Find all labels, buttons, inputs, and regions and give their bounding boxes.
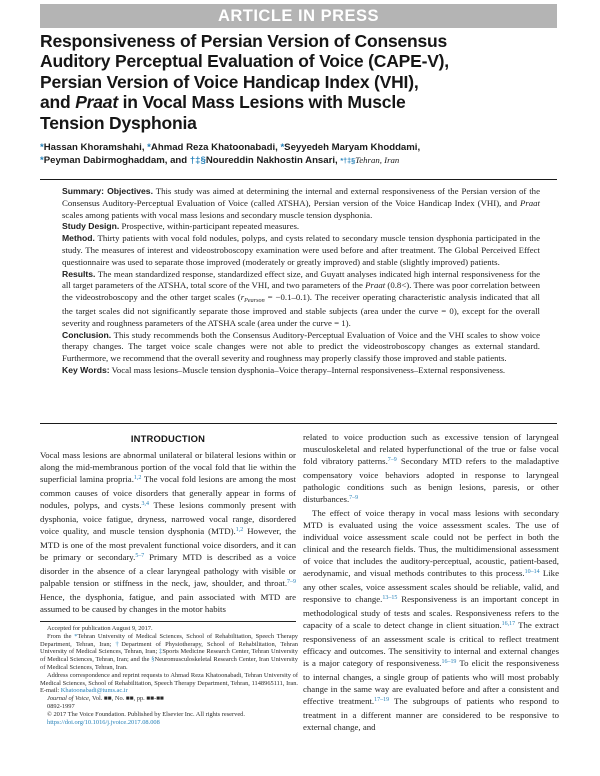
text-segment: Prospective, within-participant repeated measures. (119, 221, 300, 232)
affiliation-marker: *†‡§ (340, 156, 356, 166)
text-segment: and (40, 92, 76, 113)
hyperlink-text[interactable]: Khatoonabadi@tums.ac.ir (60, 687, 128, 695)
left-column (40, 433, 296, 615)
abstract-method (62, 233, 540, 268)
hyperlink-text[interactable]: https://doi.org/10.1016/j.jvoice.2017.08.008 (47, 718, 160, 726)
text-segment: The effect of voice therapy in vocal mass lesions with secondary MTD is evaluated using the voice assessment scales. The use of individual voice assessment scale could not be perfect in both the clinical and the research fields. Thus, the multidimensional assessment of voice that includes the auditory-perceptual, acoustic, patient-based, aerodynamic, and visual methods contributes to this process. (303, 508, 559, 578)
citation-superscript-link[interactable]: 1,2 (235, 527, 244, 534)
divider-mid (40, 423, 557, 424)
text-segment: However, the MTD is one of the most prevalent functional voice disorders, and it can be primary or secondary. (40, 526, 296, 562)
section-lead-label: Method. (62, 233, 95, 244)
abstract-key-words (62, 365, 540, 377)
affiliation-marker: ‡ (159, 648, 163, 656)
text-segment: , Vol. ■■, No. ■■, pp. ■■-■■ (88, 695, 164, 703)
subscript-text: Pearson (244, 297, 265, 304)
text-segment: Vocal mass lesions are abnormal unilateral or bilateral lesions within or along the mid-membranous portion of the vocal fold that lie within the superficial lamina propria. (40, 450, 296, 484)
footnote-journal-citation (40, 695, 298, 703)
text-segment: Address correspondence and reprint requests to Ahmad Reza Khatoonabadi, Tehran University of Medical Sciences, School of Rehabilitation, Speech Therapy Department, Tehran, 1148965111, Iran. E-mail: (40, 671, 298, 695)
citation-superscript-link[interactable]: 16,17 (501, 621, 516, 628)
abstract-summary-objectives (62, 186, 540, 221)
text-segment: To elicit the responsiveness to internal changes, a single group of patients who will most probably change in the same way are evaluated before and after a consistent and effective treatment. (303, 658, 559, 706)
text-segment: Sports Medicine Research Center, Tehran University of Medical Sciences, Tehran, Iran; and the (40, 648, 298, 664)
footnotes-block (40, 625, 298, 726)
text-segment: Persian Version of Voice Handicap Index (VHI), (40, 71, 419, 92)
text-segment: Auditory Perceptual Evaluation of Voice (CAPE-V), (40, 51, 449, 72)
text-segment: Noureddin Nakhostin Ansari, (205, 155, 341, 167)
footnote-issn (40, 703, 298, 711)
italic-text: r (240, 292, 245, 303)
footnote-doi-link (40, 719, 298, 727)
section-lead-label: Study Design. (62, 221, 120, 232)
abstract-conclusion (62, 330, 540, 365)
italic-text: Praat (519, 197, 540, 208)
text-segment: Ahmad Reza Khatoonabadi, (150, 142, 281, 153)
text-segment: Department of Physiotherapy, School of Rehabilitation, Tehran University of Medical Sciences, Tehran, Iran; (40, 640, 299, 656)
footnote-divider (40, 621, 296, 622)
text-segment: = −0.1–0.1). The receiver operating characteristic analysis indicated that all the target scales did not significantly separate those improved and stable subjects (area under the curve = 0), except for the overall severity and roughness parameters of the ATSHA scale (area under the curve = 1). (62, 292, 540, 328)
footnote-affiliations (40, 633, 298, 672)
citation-superscript-link[interactable]: 1,2 (133, 475, 142, 482)
text-segment: The subgroups of patients who respond to treatment in a different manner are considered to be responsive to external change, and (303, 696, 559, 732)
citation-superscript-link[interactable]: 13–15 (382, 595, 398, 602)
text-segment: scales among patients with vocal mass lesions and secondary muscle tension dysphonia. (62, 209, 373, 220)
section-lead-label: Results. (62, 268, 96, 279)
paper-title (40, 31, 540, 133)
text-segment: Hassan Khoramshahi, (43, 142, 148, 153)
text-segment: in Vocal Mass Lesions with Muscle (117, 92, 406, 113)
authors-block (40, 142, 550, 168)
text-segment: 0892-1997 (47, 702, 75, 710)
article-in-press-banner: ARTICLE IN PRESS (40, 4, 557, 28)
text-segment: © 2017 The Voice Foundation. Published by Elsevier Inc. All rights reserved. (47, 710, 245, 718)
section-heading-introduction: INTRODUCTION (130, 433, 206, 444)
text-segment: These lesions commonly present with dysphonia, voice fatigue, dryness, narrowed vocal range, disordered voice quality, and muscle tension dysphonia (MTD). (40, 500, 296, 536)
intro-paragraph-left (40, 449, 296, 615)
text-segment: Secondary MTD refers to the maladaptive compensatory voice behaviors adopted in response to laryngeal pathologic conditions such as benign lesions, paresis, or other disturbances. (303, 456, 559, 504)
text-segment: This study was aimed at determining the internal and external responsiveness of the Persian version of the Consensus Auditory-Perceptual Evaluation of Voice (called ATSHA), Persian version of the Voice Handicap Index (VHI), and (62, 186, 540, 208)
affiliation-marker: * (40, 142, 44, 153)
text-segment: Primary MTD is described as a voice disorder in the absence of a clear laryngeal pathology with visible or palpable tension or stiffness in the neck, jaw, shoulder, and throat. (40, 552, 296, 588)
text-segment: Thirty patients with vocal fold nodules, polyps, and cysts related to secondary muscle tension dysphonia participated in the study. The measures of interest and videostroboscopy examination were used before and after treatment. The Global Perceived Effect questionnaire was used to separate those improved (moderately or greatly improved) and stable (slightly improved) patients. (62, 233, 540, 267)
citation-superscript-link[interactable]: 7–9 (287, 579, 296, 586)
italic-text: Praat (75, 92, 118, 113)
citation-superscript-link[interactable]: 3,4 (141, 501, 150, 508)
footnote-correspondence (40, 672, 298, 695)
abstract-results (62, 269, 540, 330)
authors-line-1 (40, 142, 550, 154)
italic-text: Praat (365, 280, 386, 291)
right-column (303, 431, 559, 733)
divider-top (40, 179, 557, 180)
author-location-text: Tehran, Iran (355, 155, 400, 166)
abstract-block (62, 186, 540, 377)
affiliation-marker: § (151, 656, 155, 664)
section-lead-label: Conclusion. (62, 329, 112, 340)
text-segment: Like any other scales, voice assessment scales should be reliable, valid, and responsive to change. (303, 568, 559, 604)
text-segment: related to voice production such as excessive tension of laryngeal musculoskeletal and related hyperfunctional of the true or false vocal fold vibratory patterns. (303, 432, 559, 466)
text-segment: Seyyedeh Maryam Khoddami, (284, 142, 421, 153)
intro-paragraph-right-1 (303, 431, 559, 507)
text-segment: Responsiveness of Persian Version of Consensus (40, 31, 448, 51)
affiliation-marker: † (115, 640, 122, 648)
text-segment: The vocal fold lesions are among the most common causes of voice disorders that generally appear in forms of nodules, polyps, and cysts. (40, 474, 296, 510)
text-segment: The extract responsiveness of an assessment scale is critical to reflect treatment efficacy and outcomes. The sensitivity to internal and external changes is a major category of responsiveness. (303, 620, 559, 668)
section-lead-label: Summary: Objectives. (62, 186, 153, 196)
italic-text: Journal of Voice (47, 695, 89, 703)
citation-superscript-link[interactable]: 10–14 (524, 569, 540, 576)
affiliation-marker: * (280, 142, 285, 153)
text-segment: Hence, the dysphonia, fatigue, and pain associated with MTD are assumed to be caused by changes in the motor habits (40, 592, 296, 614)
text-segment: Vocal mass lesions–Muscle tension dysphonia–Voice therapy–Internal responsiveness–External responsiveness. (109, 364, 506, 375)
text-segment: Responsiveness is an important concept in methodological study of tests and scales. Responsiveness refers to the capacity of a scale to detect change in client situation. (303, 594, 559, 630)
citation-superscript-link[interactable]: 5–7 (135, 553, 145, 560)
authors-line-2 (40, 154, 550, 167)
text-segment: Peyman Dabirmoghaddam, and (43, 155, 190, 167)
abstract-study-design (62, 221, 540, 233)
intro-paragraph-right-2 (303, 507, 559, 733)
citation-superscript-link[interactable]: 16–19 (441, 659, 457, 666)
text-segment: The mean standardized response, standardized effect size, and Guyatt analyses indicated high internal responsiveness for the all target parameters of the ATSHA, total score of the VHI, and two parameters of the (62, 268, 540, 291)
citation-superscript-link[interactable]: 17–19 (374, 697, 390, 704)
affiliation-marker: * (147, 142, 151, 153)
citation-superscript-link[interactable]: 7–9 (387, 457, 397, 464)
affiliation-marker: †‡§ (189, 155, 206, 167)
text-segment: Tehran University of Medical Sciences, School of Rehabilitation, Speech Therapy Department, Tehran, Iran; (40, 632, 299, 648)
text-segment: This study recommends both the Consensus Auditory-Perceptual Evaluation of Voice and the VHI scales to show voice therapy changes. The target voice scale changes were not able to predict the videostroboscopy changes as external standard. Furthermore, we recommend that the overall severity and roughness may properly classify those improved and stable patients. (62, 329, 540, 364)
affiliation-marker: * (74, 632, 78, 640)
footnote-copyright (40, 711, 298, 719)
citation-superscript-link[interactable]: 7–9 (349, 495, 359, 502)
text-segment: Accepted for publication August 9, 2017. (47, 625, 153, 632)
section-lead-label: Key Words: (62, 364, 110, 375)
footnote-accepted (40, 625, 298, 633)
text-segment: (0.8<). There was poor correlation between the videostroboscopy and the other target scales ( (62, 280, 540, 303)
text-segment: Neuromusculoskeletal Research Center, Iran University of Medical Sciences, Tehran, Iran. (40, 656, 298, 671)
text-segment: Tension Dysphonia (40, 112, 197, 133)
text-segment: From the (47, 632, 75, 640)
affiliation-marker: * (40, 155, 44, 167)
